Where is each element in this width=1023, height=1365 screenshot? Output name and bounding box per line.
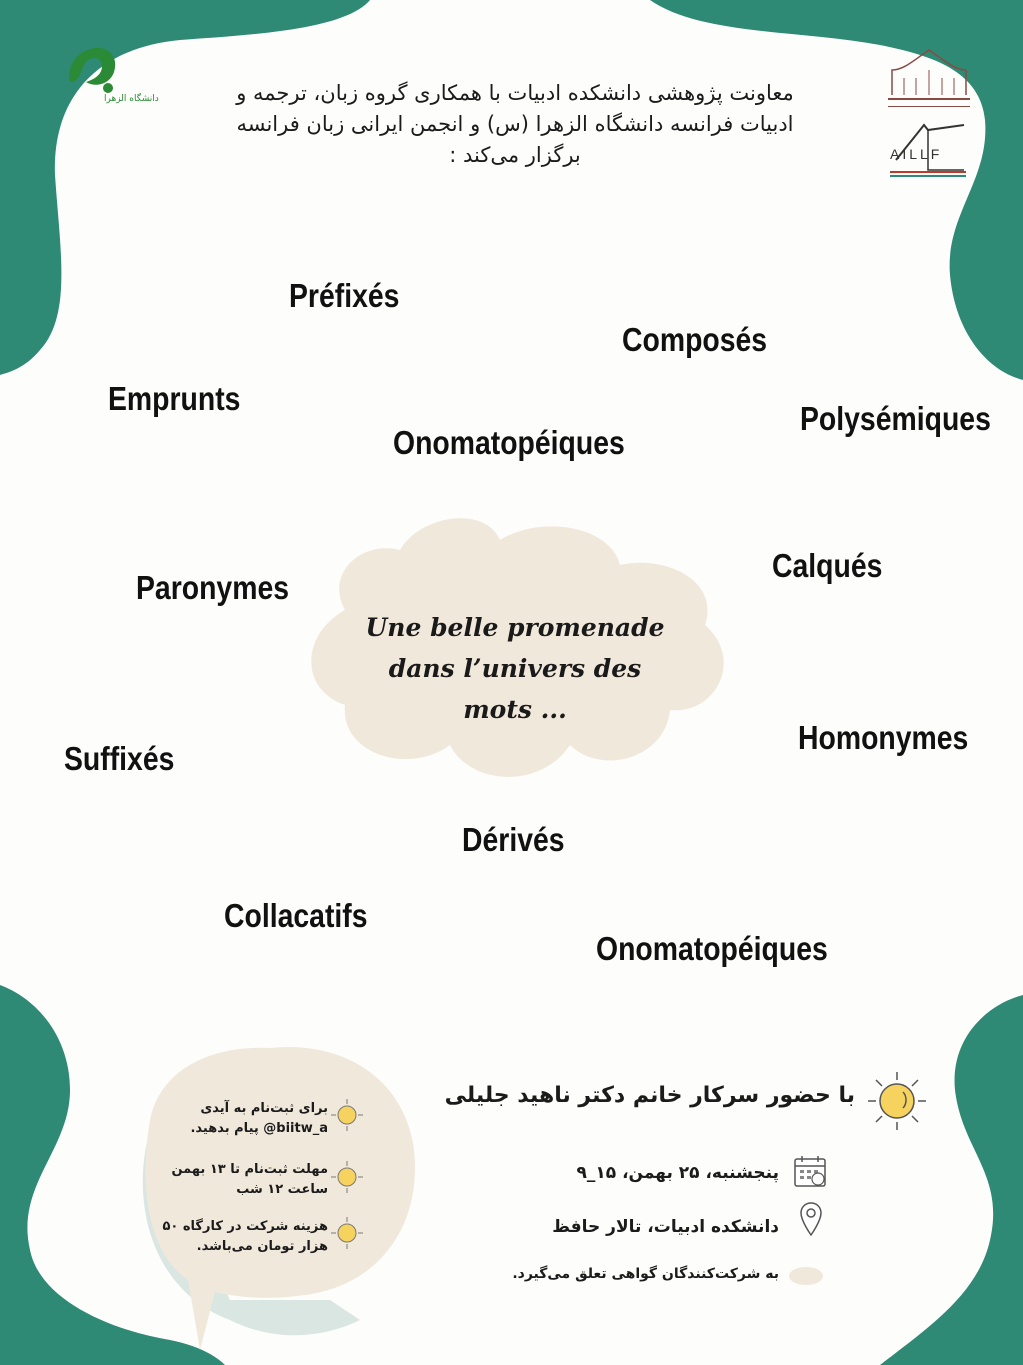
calendar-icon: [792, 1153, 828, 1189]
certificate-line: به شرکت‌کنندگان گواهی تعلق می‌گیرد.: [512, 1266, 779, 1282]
organizer-line-3: برگزار می‌کند :: [449, 143, 581, 167]
association-logo-caption: AILLF: [890, 146, 943, 162]
association-logo: [884, 40, 974, 180]
sun-icon: [866, 1070, 928, 1132]
word-emprunts: Emprunts: [108, 380, 241, 417]
workshop-title-line-2: dans l’univers des: [388, 654, 642, 683]
note-sun-icon-3: [330, 1216, 364, 1250]
speaker-line: با حضور سرکار خانم دکتر ناهید جلیلی: [444, 1083, 855, 1108]
university-logo-caption: دانشگاه الزهرا: [104, 94, 159, 104]
word-onomatopeiques-1: Onomatopéiques: [393, 424, 625, 461]
word-homonymes: Homonymes: [798, 719, 969, 756]
place-line: دانشکده ادبیات، تالار حافظ: [552, 1217, 779, 1237]
note-sun-icon-2: [330, 1160, 364, 1194]
word-prefixes: Préfixés: [289, 277, 400, 314]
bottom-right-blob: [880, 995, 1023, 1365]
deadline-note: مهلت ثبت‌نام تا ۱۳ بهمن ساعت ۱۲ شب: [171, 1162, 328, 1197]
cert-cloud-icon: [789, 1267, 823, 1285]
organizer-line-2: ادبیات فرانسه دانشگاه الزهرا (س) و انجمن ایرانی زبان فرانسه: [236, 112, 794, 136]
word-polysemiques: Polysémiques: [800, 400, 991, 437]
note-sun-icon-1: [330, 1098, 364, 1132]
word-calques: Calqués: [772, 547, 883, 584]
word-derives: Dérivés: [462, 821, 565, 858]
date-line: پنجشنبه، ۲۵ بهمن، ۱۵_۹: [576, 1163, 779, 1183]
workshop-title-line-1: Une belle promenade: [365, 613, 665, 642]
location-pin-icon: [798, 1201, 824, 1237]
word-suffixes: Suffixés: [64, 740, 175, 777]
registration-note: برای ثبت‌نام به آیدی biitw_a@ پیام بدهید.: [190, 1101, 328, 1136]
word-onomatopeiques-2: Onomatopéiques: [596, 930, 828, 967]
workshop-title: [330, 607, 700, 730]
fee-note: هزینه شرکت در کارگاه ۵۰ هزار تومان می‌باشد.: [162, 1219, 328, 1254]
university-emblem-icon: [62, 42, 122, 98]
university-logo: [62, 42, 172, 122]
organizer-line-1: معاونت پژوهشی دانشکده ادبیات با همکاری گروه زبان، ترجمه و: [236, 81, 794, 105]
word-collacatifs: Collacatifs: [224, 897, 368, 934]
top-left-blob: [0, 0, 370, 375]
word-composes: Composés: [622, 321, 768, 358]
word-paronymes: Paronymes: [136, 569, 290, 606]
workshop-title-line-3: mots ...: [463, 695, 567, 724]
organizer-text: [185, 78, 845, 171]
